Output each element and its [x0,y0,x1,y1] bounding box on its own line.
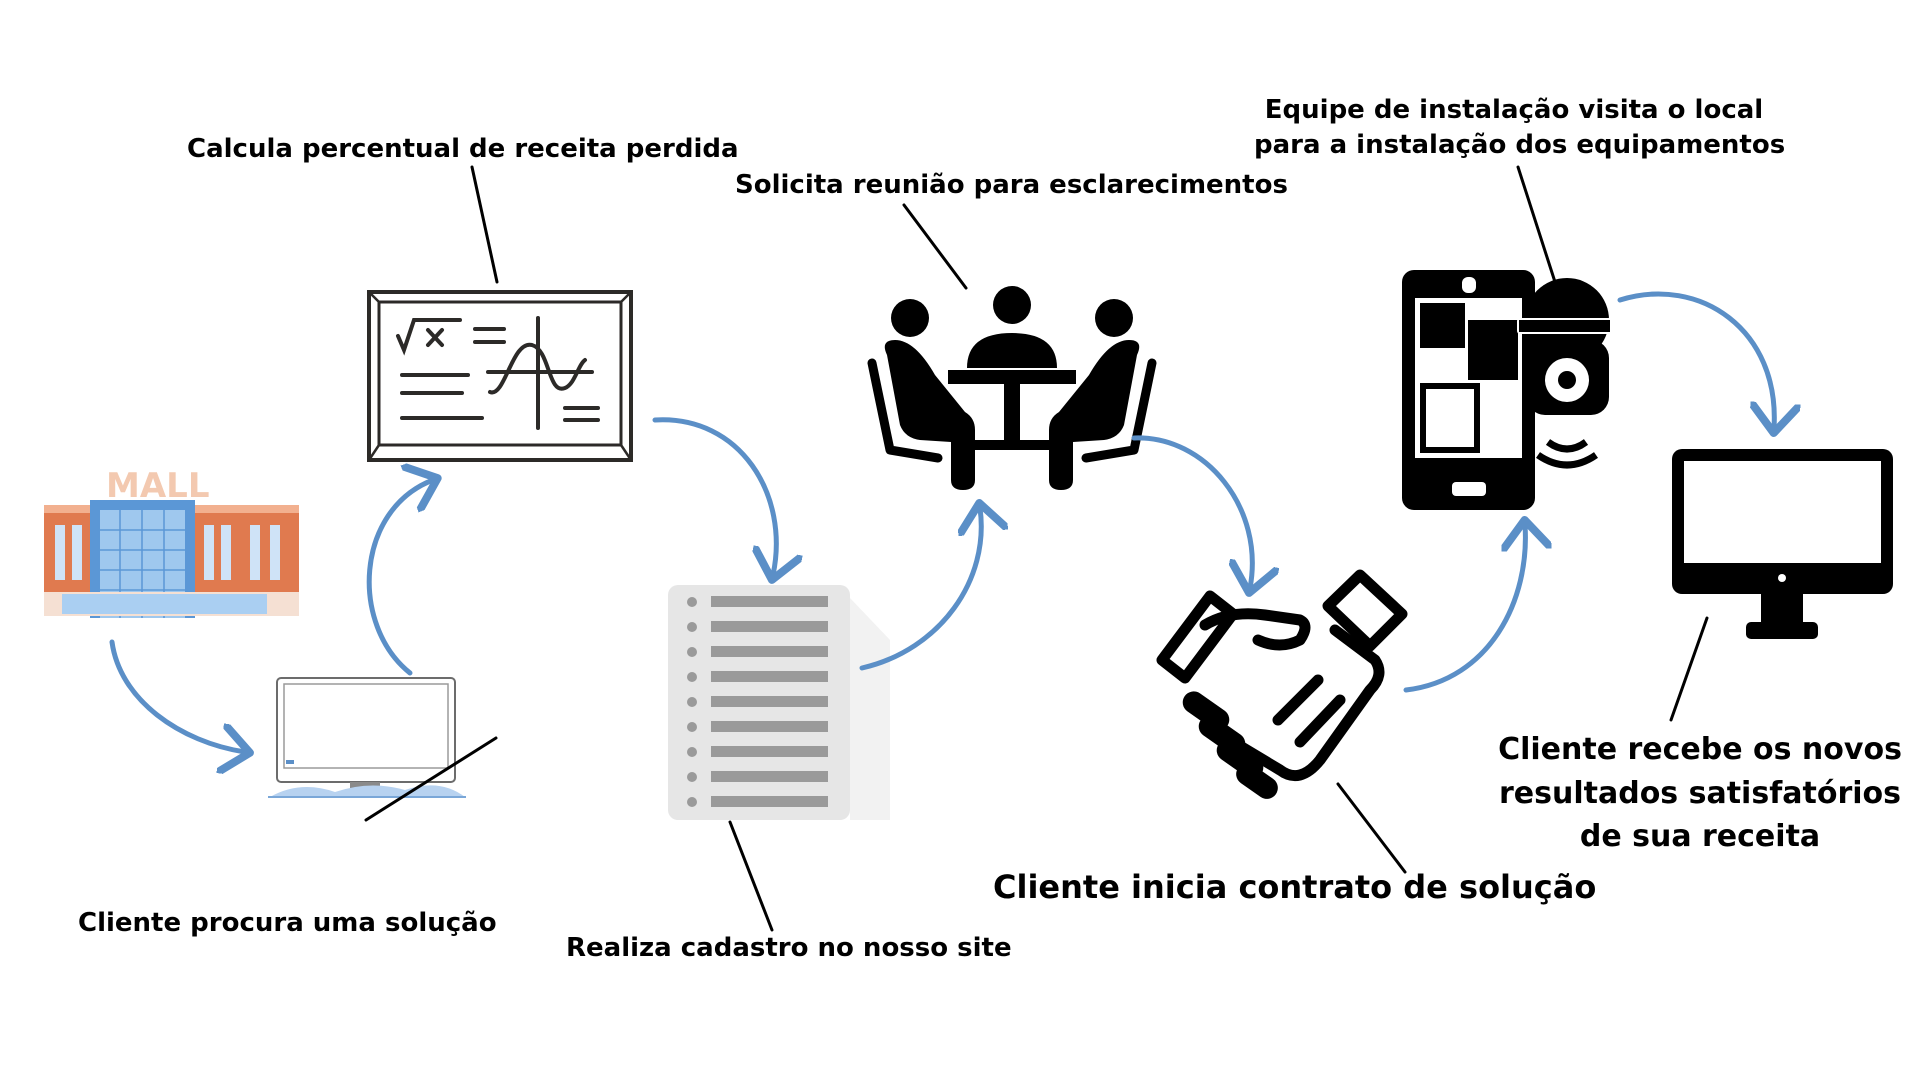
resultados-line-1: Cliente recebe os novos [1498,732,1902,767]
mall-sign-text: MALL [106,466,210,506]
instalacao-line-2: para a instalação dos equipamentos [1254,130,1786,161]
step-label-reuniao: Solicita reunião para esclarecimentos [735,170,1288,200]
mall-building-icon [44,466,299,618]
step-label-resultados [1490,728,1910,859]
arrow-phone-to-monitor [1620,294,1774,428]
monitor-icon [1672,449,1893,639]
document-list-icon [668,585,890,820]
leader-line-calcula [472,167,497,282]
arrow-mall-to-computer [112,642,245,752]
resultados-line-2: resultados satisfatórios [1499,775,1901,811]
step-label-instalacao [1254,93,1786,163]
resultados-line-3: de sua receita [1579,819,1821,854]
handshake-icon [1162,575,1402,803]
step-label-cadastro: Realiza cadastro no nosso site [566,933,1012,963]
leader-line-reuniao [904,205,966,288]
meeting-icon [872,286,1152,490]
step-label-contrato: Cliente inicia contrato de solução [993,868,1597,906]
phone-camera-icon [1402,270,1612,510]
step-label-procura: Cliente procura uma solução [78,908,497,938]
arrow-board-to-document [655,420,776,575]
chalkboard-math-icon [369,292,631,460]
instalacao-line-1: Equipe de instalação visita o local [1264,95,1764,125]
small-computer-icon [268,678,466,797]
leader-line-resultados [1671,618,1707,720]
leader-line-instalacao [1518,167,1555,282]
leader-line-cadastro [730,822,772,930]
leader-line-contrato [1338,784,1405,872]
arrow-handshake-to-phone [1406,525,1525,690]
arrow-computer-to-board [369,480,433,673]
arrow-meeting-to-handshake [1134,438,1252,588]
step-label-calcula: Calcula percentual de receita perdida [187,134,739,164]
